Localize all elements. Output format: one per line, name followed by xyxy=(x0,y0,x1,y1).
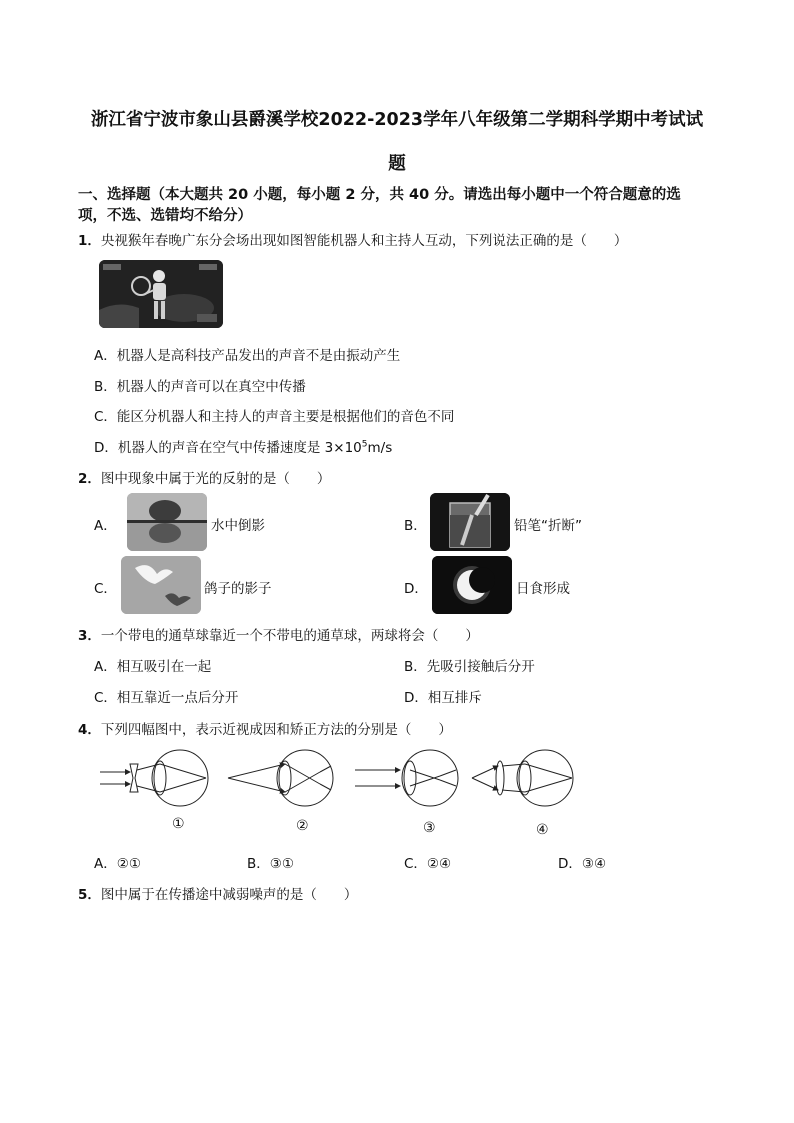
q1-option-b: B．机器人的声音可以在真空中传播 xyxy=(94,379,306,395)
figure-label-4: ④ xyxy=(536,822,549,838)
q1-option-a: A．机器人是高科技产品发出的声音不是由振动产生 xyxy=(94,348,401,364)
question-3 xyxy=(78,624,479,644)
pencil-in-water-photo xyxy=(430,493,510,551)
eye-diagram-3 xyxy=(355,750,458,806)
section-header-line1: 一、选择题（本大题共 20 小题，每小题 2 分，共 40 分。请选出每小题中一个符合题意的选 xyxy=(78,187,681,203)
q1-option-c: C．能区分机器人和主持人的声音主要是根据他们的音色不同 xyxy=(94,409,455,425)
question-stem: 一个带电的通草球靠近一个不带电的通草球，两球将会（ ） xyxy=(100,628,479,644)
exam-title-line2: 题 xyxy=(388,154,406,174)
q3-option-a: A．相互吸引在一起 xyxy=(94,659,212,675)
figure-label-3: ③ xyxy=(423,820,436,836)
question-stem: 图中现象中属于光的反射的是（ ） xyxy=(100,471,331,487)
figure-label-2: ② xyxy=(296,818,309,834)
q2-caption-b: 铅笔“折断” xyxy=(514,518,582,534)
robot-host-photo xyxy=(99,260,223,328)
q1-option-d-text: D．机器人的声音在空气中传播速度是 3×10 xyxy=(94,440,362,456)
q2-label-b: B． xyxy=(404,518,427,534)
q2-label-d: D． xyxy=(404,581,428,597)
q3-option-c: C．相互靠近一点后分开 xyxy=(94,690,239,706)
question-stem: 下列四幅图中，表示近视成因和矫正方法的分别是（ ） xyxy=(100,722,452,738)
q1-option-d-exponent: 5 xyxy=(361,439,368,450)
eye-diagram-1 xyxy=(100,750,208,806)
q4-option-b: B．③① xyxy=(247,856,294,872)
water-reflection-photo xyxy=(127,493,207,551)
question-1 xyxy=(78,229,627,249)
q4-option-c: C．②④ xyxy=(404,856,452,872)
solar-eclipse-photo xyxy=(432,556,512,614)
eye-diagram-2 xyxy=(228,750,333,806)
question-number: 3． xyxy=(78,628,101,644)
question-number: 2． xyxy=(78,471,101,487)
section-header-line2: 项，不选、选错均不给分） xyxy=(78,208,252,224)
q4-option-a: A．②① xyxy=(94,856,141,872)
q2-label-c: C． xyxy=(94,581,117,597)
question-stem: 图中属于在传播途中减弱噪声的是（ ） xyxy=(100,887,358,903)
question-4 xyxy=(78,718,452,738)
question-number: 1． xyxy=(78,233,101,249)
question-number: 4． xyxy=(78,722,101,738)
q2-caption-c: 鸽子的影子 xyxy=(204,581,272,597)
q1-option-d-unit: m/s xyxy=(367,440,393,456)
question-stem: 央视猴年春晚广东分会场出现如图智能机器人和主持人互动，下列说法正确的是（ ） xyxy=(100,233,628,249)
q1-option-d xyxy=(94,436,392,456)
q2-caption-a: 水中倒影 xyxy=(211,518,265,534)
question-number: 5． xyxy=(78,887,101,903)
figure-label-1: ① xyxy=(172,816,185,832)
q2-label-a: A． xyxy=(94,518,117,534)
q3-option-d: D．相互排斥 xyxy=(404,690,482,706)
q4-option-d: D．③④ xyxy=(558,856,607,872)
pigeon-shadow-photo xyxy=(121,556,201,614)
exam-title-line1: 浙江省宁波市象山县爵溪学校2022-2023学年八年级第二学期科学期中考试试 xyxy=(90,110,704,130)
question-2 xyxy=(78,467,330,487)
question-5 xyxy=(78,883,357,903)
q3-option-b: B．先吸引接触后分开 xyxy=(404,659,535,675)
eye-diagram-4 xyxy=(472,750,573,806)
q2-caption-d: 日食形成 xyxy=(516,581,570,597)
